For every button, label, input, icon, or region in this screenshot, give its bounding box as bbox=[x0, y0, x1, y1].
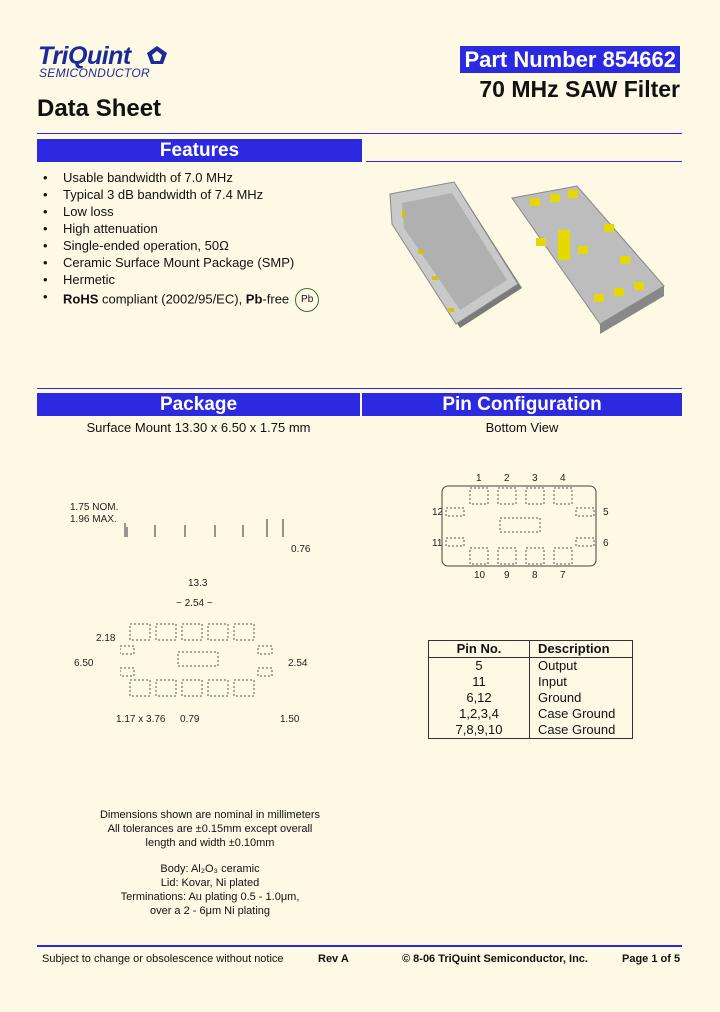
logo-name: TriQuint bbox=[38, 42, 131, 70]
note-line: Lid: Kovar, Ni plated bbox=[160, 877, 260, 889]
column-header: Description bbox=[530, 641, 633, 658]
pin-label-5: 5 bbox=[603, 507, 609, 518]
column-header: Pin No. bbox=[429, 641, 530, 658]
description-cell: Input bbox=[538, 674, 567, 689]
logo-subtitle: SEMICONDUCTOR bbox=[39, 66, 151, 80]
bottom-view-caption: Bottom View bbox=[485, 420, 559, 435]
pb-free-icon: Pb bbox=[295, 288, 319, 312]
product-image bbox=[382, 168, 682, 338]
note-line: length and width ±0.10mm bbox=[145, 837, 275, 849]
dim-254-top: ~ 2.54 ~ bbox=[176, 598, 213, 609]
note-line: Body: Al₂O₃ ceramic bbox=[160, 863, 260, 875]
footer-notice: Subject to change or obsolescence without notice bbox=[42, 953, 284, 965]
note-line: Terminations: Au plating 0.5 - 1.0μm, bbox=[120, 891, 300, 903]
logo-pentagon-icon bbox=[146, 45, 168, 65]
dim-079: 0.79 bbox=[180, 714, 200, 725]
pin-label-4: 4 bbox=[560, 473, 566, 484]
feature-item: • Usable bandwidth of 7.0 MHz bbox=[43, 169, 319, 186]
description-cell: Ground bbox=[538, 690, 582, 705]
table-row bbox=[429, 658, 633, 675]
features-list bbox=[43, 169, 319, 312]
feature-item: • Single-ended operation, 50Ω bbox=[43, 237, 319, 254]
package-caption: Surface Mount 13.30 x 6.50 x 1.75 mm bbox=[86, 420, 311, 435]
footer-rule bbox=[37, 945, 682, 947]
pin-cell: 1,2,3,4 bbox=[429, 706, 530, 722]
part-number: Part Number 854662 bbox=[460, 46, 680, 73]
pin-cell: 6,12 bbox=[429, 690, 530, 706]
pin-label-6: 6 bbox=[603, 538, 609, 549]
dim-117: 1.17 x 3.76 bbox=[116, 714, 166, 725]
feature-item-rohs: • RoHS compliant (2002/95/EC), Pb-free Pb bbox=[43, 288, 319, 312]
package-rule bbox=[37, 388, 682, 389]
pin-label-12: 12 bbox=[432, 507, 444, 518]
pin-label-1: 1 bbox=[476, 473, 482, 484]
description-cell: Output bbox=[538, 658, 578, 673]
pin-label-10: 10 bbox=[474, 570, 486, 581]
features-heading: Features bbox=[37, 139, 362, 162]
feature-item: • High attenuation bbox=[43, 220, 319, 237]
feature-item: • Ceramic Surface Mount Package (SMP) bbox=[43, 254, 319, 271]
feature-item: • Low loss bbox=[43, 203, 319, 220]
description-cell: Case Ground bbox=[538, 722, 616, 737]
pin-label-2: 2 bbox=[504, 473, 510, 484]
feature-item: • Typical 3 dB bandwidth of 7.4 MHz bbox=[43, 186, 319, 203]
dim-133: 13.3 bbox=[188, 578, 208, 589]
pin-bottom-view-drawing bbox=[440, 484, 600, 570]
pin-cell: 5 bbox=[429, 658, 530, 675]
note-line: over a 2 - 6μm Ni plating bbox=[149, 905, 271, 917]
dim-076: 0.76 bbox=[291, 544, 311, 555]
dim-150: 1.50 bbox=[280, 714, 300, 725]
description-cell: Case Ground bbox=[538, 706, 616, 721]
note-line: Dimensions shown are nominal in millimeters bbox=[99, 809, 321, 821]
package-bottom-drawing bbox=[120, 618, 280, 703]
footer-page: Page 1 of 5 bbox=[622, 953, 681, 965]
pin-label-9: 9 bbox=[504, 570, 510, 581]
footer-copyright: © 8-06 TriQuint Semiconductor, Inc. bbox=[402, 953, 588, 965]
dim-nom: 1.75 NOM. bbox=[70, 502, 119, 513]
pin-label-7: 7 bbox=[560, 570, 566, 581]
pin-label-11: 11 bbox=[432, 538, 443, 549]
package-side-view bbox=[115, 515, 295, 545]
table-row bbox=[429, 690, 633, 706]
pin-label-3: 3 bbox=[532, 473, 538, 484]
pin-label-8: 8 bbox=[532, 570, 538, 581]
pin-config-heading: Pin Configuration bbox=[362, 393, 682, 416]
pin-cell: 7,8,9,10 bbox=[429, 722, 530, 739]
product-title: 70 MHz SAW Filter bbox=[479, 76, 680, 102]
footer-rev: Rev A bbox=[318, 953, 349, 965]
table-row bbox=[429, 722, 633, 739]
note-line: All tolerances are ±0.15mm except overall bbox=[107, 823, 313, 835]
dim-254-side: 2.54 bbox=[288, 658, 308, 669]
header-rule bbox=[37, 133, 682, 134]
table-row bbox=[429, 674, 633, 690]
package-notes bbox=[60, 808, 360, 918]
pin-table bbox=[428, 640, 633, 739]
pin-cell: 11 bbox=[429, 674, 530, 690]
dim-218: 2.18 bbox=[96, 633, 116, 644]
note-spacer bbox=[60, 850, 360, 862]
doc-title: Data Sheet bbox=[37, 95, 162, 122]
dim-max: 1.96 MAX. bbox=[70, 514, 117, 525]
features-rule bbox=[366, 161, 682, 162]
table-header-row bbox=[429, 641, 633, 658]
feature-item: • Hermetic bbox=[43, 271, 319, 288]
package-heading: Package bbox=[37, 393, 360, 416]
dim-650: 6.50 bbox=[74, 658, 94, 669]
table-row bbox=[429, 706, 633, 722]
